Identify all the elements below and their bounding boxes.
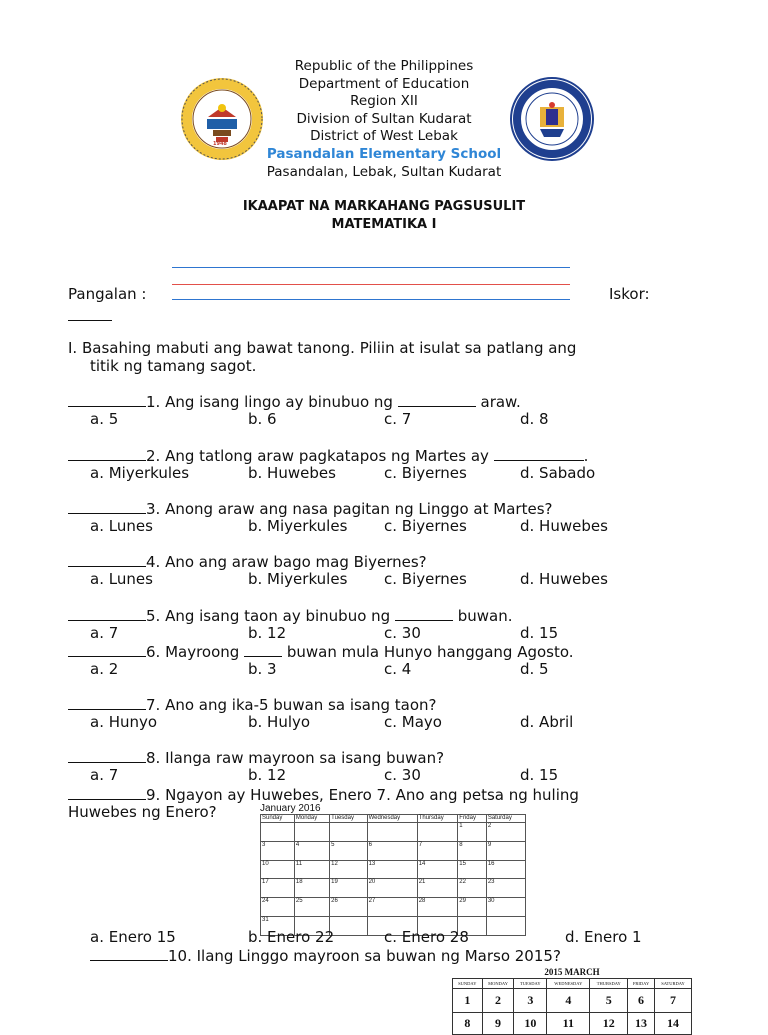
day-cell: 8 xyxy=(458,841,487,860)
instructions-line1: I. Basahing mabuti ang bawat tanong. Piliin at isulat sa patlang ang xyxy=(68,339,577,357)
day-cell: 2 xyxy=(482,989,514,1013)
name-line-top xyxy=(172,267,570,268)
option-c: c. 30 xyxy=(384,766,421,784)
option-c: c. Biyernes xyxy=(384,570,467,588)
name-line-bottom xyxy=(172,299,570,300)
day-cell: 1 xyxy=(458,823,487,842)
answer-blank[interactable] xyxy=(68,552,146,567)
weekday-header: SATURDAY xyxy=(654,979,691,989)
day-cell: 19 xyxy=(330,879,367,898)
option-a: a. Miyerkules xyxy=(90,464,190,482)
answer-blank[interactable] xyxy=(68,748,146,763)
inline-blank[interactable] xyxy=(494,446,584,461)
day-cell: 14 xyxy=(654,1013,691,1035)
exam-title: IKAAPAT NA MARKAHANG PAGSUSULIT xyxy=(242,199,526,214)
option-b: b. 12 xyxy=(248,624,287,642)
calendar-grid xyxy=(260,814,526,936)
weekday-header: Sunday xyxy=(261,815,295,823)
school-name: Pasandalan Elementary School xyxy=(266,145,502,162)
day-cell: 6 xyxy=(628,989,655,1013)
day-cell: 7 xyxy=(654,989,691,1013)
day-cell: 5 xyxy=(590,989,628,1013)
weekday-header: Thursday xyxy=(417,815,458,823)
option-d: d. Sabado xyxy=(520,464,596,482)
option-b: b. 6 xyxy=(248,410,277,428)
option-b: b. 12 xyxy=(248,766,287,784)
day-cell: 10 xyxy=(261,860,295,879)
header-line: Republic of the Philippines xyxy=(294,58,474,74)
option-b: b. 3 xyxy=(248,660,277,678)
weekday-header: Wednesday xyxy=(367,815,417,823)
instructions-line2: titik ng tamang sagot. xyxy=(90,357,257,375)
day-cell xyxy=(330,917,367,936)
day-cell: 29 xyxy=(458,898,487,917)
weekday-header: Monday xyxy=(294,815,329,823)
day-cell: 5 xyxy=(330,841,367,860)
left-logo-year: 1948 xyxy=(213,141,227,147)
name-label: Pangalan : xyxy=(68,285,147,303)
answer-blank[interactable] xyxy=(68,606,146,621)
question-3: 3. Anong araw ang nasa pagitan ng Linggo at Martes? xyxy=(68,499,552,518)
weekday-header: Friday xyxy=(458,815,487,823)
day-cell xyxy=(261,823,295,842)
question-6: 6. Mayroong buwan mula Hunyo hanggang Agosto. xyxy=(68,642,574,661)
day-cell: 8 xyxy=(453,1013,483,1035)
day-cell: 2 xyxy=(486,823,525,842)
option-a: a. 5 xyxy=(90,410,119,428)
day-cell xyxy=(417,823,458,842)
calendar-title: 2015 MARCH xyxy=(544,967,600,977)
day-cell xyxy=(330,823,367,842)
option-a: a. Lunes xyxy=(90,570,153,588)
day-cell: 3 xyxy=(514,989,547,1013)
day-cell: 22 xyxy=(458,879,487,898)
weekday-header: WEDNESDAY xyxy=(547,979,590,989)
option-d: d. Huwebes xyxy=(520,570,608,588)
option-d: d. Huwebes xyxy=(520,517,608,535)
option-c: c. 4 xyxy=(384,660,412,678)
calendar-january-2016 xyxy=(260,803,526,936)
header-line: Department of Education xyxy=(298,75,470,92)
day-cell: 15 xyxy=(458,860,487,879)
day-cell xyxy=(367,823,417,842)
option-b: b. Hulyo xyxy=(248,713,311,731)
question-10: 10. Ilang Linggo mayroon sa buwan ng Marso 2015? xyxy=(90,946,561,965)
option-d: d. 15 xyxy=(520,766,559,784)
day-cell: 31 xyxy=(261,917,295,936)
answer-blank[interactable] xyxy=(68,785,146,800)
name-line-red xyxy=(172,284,570,285)
school-address: Pasandalan, Lebak, Sultan Kudarat xyxy=(266,163,502,180)
answer-blank[interactable] xyxy=(90,946,168,961)
option-b: b. Huwebes xyxy=(248,464,336,482)
answer-blank[interactable] xyxy=(68,392,146,407)
option-c: c. Enero 28 xyxy=(384,928,469,946)
weekday-header: Tuesday xyxy=(330,815,367,823)
option-a: a. Lunes xyxy=(90,517,153,535)
question-9-line2: Huwebes ng Enero? xyxy=(68,803,217,821)
answer-blank[interactable] xyxy=(68,642,146,657)
day-cell: 13 xyxy=(367,860,417,879)
option-b: b. Enero 22 xyxy=(248,928,335,946)
answer-blank[interactable] xyxy=(68,446,146,461)
day-cell: 12 xyxy=(590,1013,628,1035)
day-cell: 9 xyxy=(486,841,525,860)
option-c: c. 30 xyxy=(384,624,421,642)
day-cell: 13 xyxy=(628,1013,655,1035)
day-cell: 7 xyxy=(417,841,458,860)
option-b: b. Miyerkules xyxy=(248,570,348,588)
day-cell: 25 xyxy=(294,898,329,917)
day-cell: 23 xyxy=(486,879,525,898)
score-label: Iskor: xyxy=(609,285,650,303)
calendar-march-2015 xyxy=(452,966,692,1035)
option-b: b. Miyerkules xyxy=(248,517,348,535)
option-d: d. 5 xyxy=(520,660,549,678)
question-5: 5. Ang isang taon ay binubuo ng buwan. xyxy=(68,606,512,625)
day-cell: 14 xyxy=(417,860,458,879)
header-line: Division of Sultan Kudarat xyxy=(296,110,472,127)
option-a: a. Hunyo xyxy=(90,713,158,731)
day-cell: 11 xyxy=(294,860,329,879)
option-d: d. Abril xyxy=(520,713,574,731)
day-cell: 4 xyxy=(294,841,329,860)
day-cell: 17 xyxy=(261,879,295,898)
day-cell: 4 xyxy=(547,989,590,1013)
option-a: a. 2 xyxy=(90,660,119,678)
question-4: 4. Ano ang araw bago mag Biyernes? xyxy=(68,552,427,571)
option-d: d. 8 xyxy=(520,410,549,428)
header-block xyxy=(200,58,568,181)
option-d: d. 15 xyxy=(520,624,559,642)
inline-blank[interactable] xyxy=(244,642,282,657)
weekday-header: SUNDAY xyxy=(453,979,483,989)
weekday-header: Saturday xyxy=(486,815,525,823)
question-7: 7. Ano ang ika-5 buwan sa isang taon? xyxy=(68,695,437,714)
answer-blank[interactable] xyxy=(68,695,146,710)
option-c: c. Mayo xyxy=(384,713,442,731)
day-cell: 1 xyxy=(453,989,483,1013)
day-cell: 9 xyxy=(482,1013,514,1035)
question-9: 9. Ngayon ay Huwebes, Enero 7. Ano ang petsa ng huling xyxy=(68,785,579,804)
option-a: a. 7 xyxy=(90,624,119,642)
inline-blank[interactable] xyxy=(398,392,476,407)
day-cell: 11 xyxy=(547,1013,590,1035)
option-a: a. 7 xyxy=(90,766,119,784)
calendar-title: January 2016 xyxy=(260,803,321,814)
weekday-header: THURSDAY xyxy=(590,979,628,989)
weekday-header: FRIDAY xyxy=(628,979,655,989)
header-line: District of West Lebak xyxy=(310,128,458,145)
day-cell: 21 xyxy=(417,879,458,898)
day-cell: 10 xyxy=(514,1013,547,1035)
day-cell: 12 xyxy=(330,860,367,879)
weekday-header: TUESDAY xyxy=(514,979,547,989)
answer-blank[interactable] xyxy=(68,499,146,514)
header-line: Region XII xyxy=(350,93,418,110)
option-d: d. Enero 1 xyxy=(565,928,642,946)
day-cell: 27 xyxy=(367,898,417,917)
day-cell xyxy=(294,823,329,842)
day-cell: 24 xyxy=(261,898,295,917)
question-2: 2. Ang tatlong araw pagkatapos ng Martes ay . xyxy=(68,446,588,465)
day-cell: 20 xyxy=(367,879,417,898)
option-c: c. Biyernes xyxy=(384,517,467,535)
question-8: 8. Ilanga raw mayroon sa isang buwan? xyxy=(68,748,444,767)
option-c: c. Biyernes xyxy=(384,464,467,482)
day-cell xyxy=(486,917,525,936)
day-cell: 26 xyxy=(330,898,367,917)
day-cell: 6 xyxy=(367,841,417,860)
day-cell: 18 xyxy=(294,879,329,898)
day-cell: 30 xyxy=(486,898,525,917)
day-cell: 16 xyxy=(486,860,525,879)
day-cell: 28 xyxy=(417,898,458,917)
option-a: a. Enero 15 xyxy=(90,928,176,946)
inline-blank[interactable] xyxy=(395,606,453,621)
score-blank[interactable] xyxy=(68,320,112,321)
question-1: 1. Ang isang lingo ay binubuo ng araw. xyxy=(68,392,521,411)
exam-subject: MATEMATIKA I xyxy=(331,217,437,232)
option-c: c. 7 xyxy=(384,410,412,428)
weekday-header: MONDAY xyxy=(482,979,514,989)
day-cell: 3 xyxy=(261,841,295,860)
